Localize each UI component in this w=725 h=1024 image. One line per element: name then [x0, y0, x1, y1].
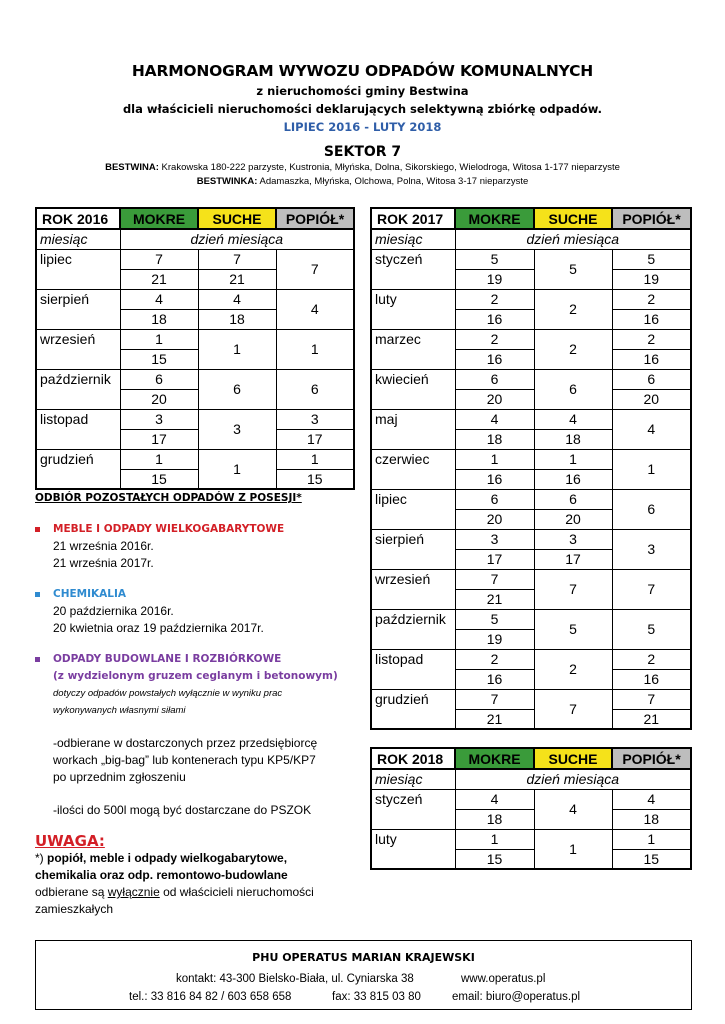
popiol-date-1: 4	[612, 789, 691, 809]
mokre-date-2: 19	[455, 629, 534, 649]
popiol-date: 5	[612, 609, 691, 649]
mokre-date-1: 2	[455, 329, 534, 349]
mokre-date-2: 18	[455, 809, 534, 829]
company-website-link[interactable]: www.operatus.pl	[461, 973, 546, 985]
mokre-date-1: 4	[455, 409, 534, 429]
header-suche: SUCHE	[534, 208, 612, 229]
company-fax: fax: 33 815 03 80	[332, 991, 421, 1003]
subtitle-owners: dla właścicieli nieruchomości deklarujących selektywną zbiórkę odpadów.	[122, 102, 603, 116]
day-column-label: dzień miesiąca	[455, 769, 691, 789]
mokre-date-1: 6	[455, 489, 534, 509]
mokre-date-1: 2	[455, 649, 534, 669]
suche-date: 5	[534, 249, 612, 289]
popiol-date-2: 15	[612, 849, 691, 869]
mokre-date-2: 18	[455, 429, 534, 449]
mokre-date-2: 15	[120, 469, 198, 489]
category-furniture-date-1: 21 września 2016r.	[53, 539, 154, 553]
purple-bullet-icon	[35, 657, 40, 662]
schedule-period: LIPIEC 2016 - LUTY 2018	[283, 120, 442, 134]
document-title: HARMONOGRAM WYWOZU ODPADÓW KOMUNALNYCH	[131, 62, 594, 80]
subtitle-municipality: z nieruchomości gminy Bestwina	[256, 84, 469, 98]
mokre-date-2: 16	[455, 349, 534, 369]
popiol-date: 1	[612, 449, 691, 489]
month-name: luty	[371, 289, 455, 329]
mokre-date-1: 2	[455, 289, 534, 309]
header-popiol: POPIÓŁ*	[276, 208, 354, 229]
other-waste-heading: ODBIÓR POZOSTAŁYCH ODPADÓW Z POSESJI*	[35, 492, 302, 504]
popiol-date: 6	[276, 369, 354, 409]
month-column-label: miesiąc	[371, 229, 455, 249]
other-waste-info	[35, 490, 355, 918]
category-furniture	[35, 521, 355, 572]
mokre-date-1: 7	[120, 249, 198, 269]
mokre-date-1: 7	[455, 569, 534, 589]
suche-date: 6	[534, 369, 612, 409]
mokre-date-2: 19	[455, 269, 534, 289]
warning-exclusively: wyłącznie	[107, 885, 160, 899]
suche-date: 5	[534, 609, 612, 649]
popiol-date-1: 6	[612, 369, 691, 389]
header-mokre: MOKRE	[455, 748, 534, 769]
popiol-date: 3	[612, 529, 691, 569]
suche-date: 1	[534, 829, 612, 869]
big-bag-line-3: po uprzednim zgłoszeniu	[53, 770, 186, 784]
mokre-date-1: 1	[455, 829, 534, 849]
category-furniture-name: MEBLE I ODPADY WIELKOGABARYTOWE	[53, 523, 285, 535]
popiol-date-2: 21	[612, 709, 691, 729]
schedule-table-2016	[35, 207, 355, 490]
popiol-date-1: 2	[612, 329, 691, 349]
suche-date: 4	[534, 789, 612, 829]
month-name: październik	[36, 369, 120, 409]
month-name: maj	[371, 409, 455, 449]
suche-date: 2	[534, 649, 612, 689]
mokre-date-2: 21	[455, 589, 534, 609]
mokre-date-1: 6	[455, 369, 534, 389]
mokre-date-1: 5	[455, 609, 534, 629]
mokre-date-1: 6	[120, 369, 198, 389]
blue-bullet-icon	[35, 592, 40, 597]
mokre-date-2: 20	[120, 389, 198, 409]
category-chemicals-date-1: 20 października 2016r.	[53, 604, 174, 618]
mokre-date-1: 3	[455, 529, 534, 549]
year-header: ROK 2018	[371, 748, 455, 769]
header-suche: SUCHE	[198, 208, 276, 229]
streets-bestwinka-label: BESTWINKA:	[196, 176, 258, 187]
warning-heading: UWAGA:	[35, 832, 105, 850]
header-suche: SUCHE	[534, 748, 612, 769]
month-column-label: miesiąc	[371, 769, 455, 789]
pszok-paragraph: -ilości do 500l mogą być dostarczane do PSZOK	[53, 803, 312, 817]
suche-date: 7	[534, 569, 612, 609]
suche-date: 1	[198, 329, 276, 369]
mokre-date-1: 1	[455, 449, 534, 469]
month-name: marzec	[371, 329, 455, 369]
month-name: lipiec	[36, 249, 120, 289]
month-name: listopad	[36, 409, 120, 449]
popiol-date-2: 15	[276, 469, 354, 489]
mokre-date-2: 15	[455, 849, 534, 869]
category-construction-note-2: wykonywanych własnymi siłami	[53, 705, 186, 716]
month-name: grudzień	[36, 449, 120, 489]
popiol-date-2: 19	[612, 269, 691, 289]
big-bag-line-2: workach „big-bag” lub kontenerach typu KP5/KP7	[53, 753, 316, 767]
sector-title: SEKTOR 7	[323, 144, 402, 160]
popiol-date-1: 5	[612, 249, 691, 269]
popiol-date-2: 16	[612, 669, 691, 689]
day-column-label: dzień miesiąca	[120, 229, 354, 249]
warning-line-3a: odbierane są	[35, 885, 108, 899]
mokre-date-2: 17	[455, 549, 534, 569]
suche-date-2: 21	[198, 269, 276, 289]
mokre-date-2: 17	[120, 429, 198, 449]
mokre-date-2: 15	[120, 349, 198, 369]
category-construction	[35, 651, 355, 719]
warning-asterisk: *)	[35, 851, 47, 865]
streets-bestwinka-list: Adamaszka, Młyńska, Olchowa, Polna, Witosa 3-17 nieparzyste	[257, 176, 529, 187]
suche-date-1: 1	[534, 449, 612, 469]
mokre-date-2: 16	[455, 669, 534, 689]
mokre-date-1: 1	[120, 329, 198, 349]
popiol-date-1: 1	[612, 829, 691, 849]
suche-date-2: 20	[534, 509, 612, 529]
schedule-table-2017	[370, 207, 692, 730]
month-name: luty	[371, 829, 455, 869]
month-name: styczeń	[371, 789, 455, 829]
mokre-date-1: 4	[455, 789, 534, 809]
mokre-date-2: 18	[120, 309, 198, 329]
suche-date-2: 18	[198, 309, 276, 329]
suche-date: 7	[534, 689, 612, 729]
popiol-date-2: 16	[612, 309, 691, 329]
year-header: ROK 2017	[371, 208, 455, 229]
header-mokre: MOKRE	[120, 208, 198, 229]
big-bag-line-1: -odbierane w dostarczonych przez przedsiębiorcę	[53, 736, 318, 750]
popiol-date-2: 18	[612, 809, 691, 829]
month-name: październik	[371, 609, 455, 649]
schedule-table-2018	[370, 747, 692, 870]
month-name: sierpień	[371, 529, 455, 569]
warning-line-3c: od właścicieli nieruchomości	[159, 885, 314, 899]
mokre-date-2: 21	[120, 269, 198, 289]
suche-date-1: 7	[198, 249, 276, 269]
mokre-date-1: 7	[455, 689, 534, 709]
mokre-date-1: 3	[120, 409, 198, 429]
mokre-date-2: 16	[455, 469, 534, 489]
suche-date: 6	[198, 369, 276, 409]
suche-date: 2	[534, 329, 612, 369]
category-construction-subname: (z wydzielonym gruzem ceglanym i betonowym)	[53, 670, 338, 682]
category-chemicals-name: CHEMIKALIA	[53, 588, 127, 600]
company-footer	[35, 940, 692, 1010]
red-bullet-icon	[35, 527, 40, 532]
suche-date: 2	[534, 289, 612, 329]
company-email-link[interactable]: email: biuro@operatus.pl	[452, 991, 581, 1003]
mokre-date-2: 16	[455, 309, 534, 329]
month-name: sierpień	[36, 289, 120, 329]
popiol-date-2: 17	[276, 429, 354, 449]
mokre-date-2: 21	[455, 709, 534, 729]
warning-bold-1: popiół, meble i odpady wielkogabarytowe,	[47, 851, 288, 865]
category-chemicals-date-2: 20 kwietnia oraz 19 października 2017r.	[53, 621, 264, 635]
category-construction-note-1: dotyczy odpadów powstałych wyłącznie w wyniku prac	[53, 688, 283, 699]
suche-date-2: 16	[534, 469, 612, 489]
month-column-label: miesiąc	[36, 229, 120, 249]
document-header	[0, 62, 725, 188]
popiol-date: 6	[612, 489, 691, 529]
month-name: styczeń	[371, 249, 455, 289]
streets-bestwina-list: Krakowska 180-222 parzyste, Kustronia, Młyńska, Dolna, Sikorskiego, Wielodroga, Witosa 1-177 nieparzyste	[158, 162, 620, 173]
popiol-date-1: 2	[612, 289, 691, 309]
popiol-date-1: 3	[276, 409, 354, 429]
suche-date-2: 17	[534, 549, 612, 569]
streets-bestwinka	[0, 176, 725, 188]
month-name: wrzesień	[371, 569, 455, 609]
popiol-date: 4	[612, 409, 691, 449]
popiol-date-2: 20	[612, 389, 691, 409]
big-bag-paragraph	[35, 735, 355, 786]
suche-date-2: 18	[534, 429, 612, 449]
category-chemicals	[35, 586, 355, 637]
popiol-date: 4	[276, 289, 354, 329]
month-name: lipiec	[371, 489, 455, 529]
header-popiol: POPIÓŁ*	[612, 208, 691, 229]
month-name: grudzień	[371, 689, 455, 729]
popiol-date-2: 16	[612, 349, 691, 369]
warning-text	[35, 850, 355, 918]
warning-line-4: zamieszkałych	[35, 902, 114, 916]
company-address: kontakt: 43-300 Bielsko-Biała, ul. Cyniarska 38	[176, 973, 414, 985]
suche-date-1: 4	[198, 289, 276, 309]
suche-date-1: 6	[534, 489, 612, 509]
suche-date-1: 3	[534, 529, 612, 549]
popiol-date-1: 2	[612, 649, 691, 669]
warning-bold-2: chemikalia oraz odp. remontowo-budowlane	[35, 868, 288, 882]
category-furniture-date-2: 21 września 2017r.	[53, 556, 154, 570]
month-name: wrzesień	[36, 329, 120, 369]
popiol-date: 7	[276, 249, 354, 289]
suche-date: 1	[198, 449, 276, 489]
company-name: PHU OPERATUS MARIAN KRAJEWSKI	[252, 951, 475, 964]
header-mokre: MOKRE	[455, 208, 534, 229]
mokre-date-1: 5	[455, 249, 534, 269]
streets-bestwina	[0, 162, 725, 174]
suche-date-1: 4	[534, 409, 612, 429]
suche-date: 3	[198, 409, 276, 449]
streets-bestwina-label: BESTWINA:	[105, 162, 159, 173]
mokre-date-2: 20	[455, 509, 534, 529]
category-construction-name: ODPADY BUDOWLANE I ROZBIÓRKOWE	[53, 653, 282, 665]
month-name: czerwiec	[371, 449, 455, 489]
day-column-label: dzień miesiąca	[455, 229, 691, 249]
popiol-date-1: 7	[612, 689, 691, 709]
company-phone: tel.: 33 816 84 82 / 603 658 658	[129, 991, 292, 1003]
popiol-date: 1	[276, 329, 354, 369]
month-name: kwiecień	[371, 369, 455, 409]
popiol-date-1: 1	[276, 449, 354, 469]
popiol-date: 7	[612, 569, 691, 609]
header-popiol: POPIÓŁ*	[612, 748, 691, 769]
mokre-date-2: 20	[455, 389, 534, 409]
year-header: ROK 2016	[36, 208, 120, 229]
mokre-date-1: 4	[120, 289, 198, 309]
month-name: listopad	[371, 649, 455, 689]
mokre-date-1: 1	[120, 449, 198, 469]
